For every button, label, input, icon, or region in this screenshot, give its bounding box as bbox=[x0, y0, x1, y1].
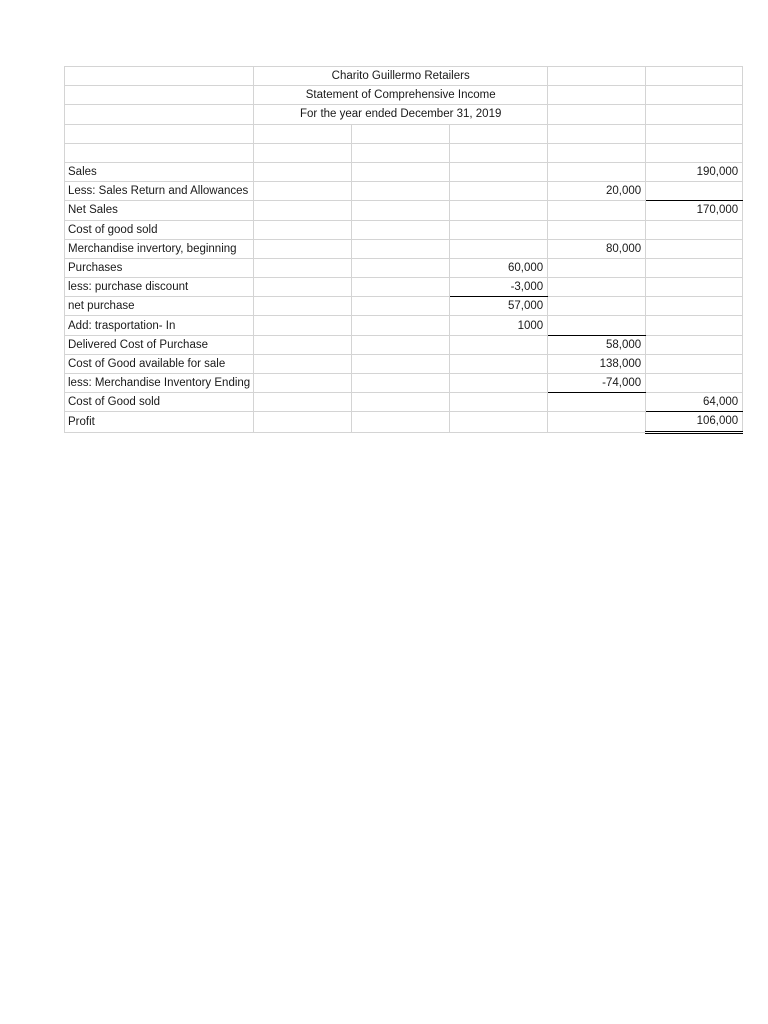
row-purchases bbox=[65, 258, 743, 277]
cell[interactable] bbox=[254, 124, 352, 143]
row-label[interactable]: Cost of good sold bbox=[65, 220, 254, 239]
cell[interactable] bbox=[646, 258, 743, 277]
cell[interactable] bbox=[450, 393, 548, 412]
cell[interactable] bbox=[254, 258, 352, 277]
cell[interactable] bbox=[352, 239, 450, 258]
amount-cell[interactable]: 106,000 bbox=[646, 412, 743, 432]
amount-cell[interactable]: 138,000 bbox=[548, 354, 646, 373]
amount-cell[interactable]: 170,000 bbox=[646, 201, 743, 220]
row-label[interactable]: Net Sales bbox=[65, 201, 254, 220]
cell[interactable] bbox=[548, 220, 646, 239]
cell[interactable] bbox=[450, 124, 548, 143]
cell[interactable] bbox=[352, 201, 450, 220]
cell[interactable] bbox=[646, 278, 743, 297]
row-label[interactable]: Merchandise invertory, beginning bbox=[65, 239, 254, 258]
amount-cell[interactable]: 58,000 bbox=[548, 335, 646, 354]
row-label[interactable]: less: Merchandise Inventory Ending bbox=[65, 374, 254, 393]
row-cogs-heading bbox=[65, 220, 743, 239]
cell[interactable] bbox=[254, 143, 352, 162]
cell[interactable] bbox=[254, 374, 352, 393]
amount-cell[interactable]: -74,000 bbox=[548, 374, 646, 393]
cell[interactable] bbox=[548, 258, 646, 277]
statement-title[interactable]: Statement of Comprehensive Income bbox=[254, 86, 548, 105]
row-label[interactable]: Purchases bbox=[65, 258, 254, 277]
amount-cell[interactable]: -3,000 bbox=[450, 278, 548, 297]
header-row-statement bbox=[65, 86, 743, 105]
row-label[interactable]: Cost of Good sold bbox=[65, 393, 254, 412]
header-row-period bbox=[65, 105, 743, 124]
cell[interactable] bbox=[450, 182, 548, 201]
statement-period[interactable]: For the year ended December 31, 2019 bbox=[254, 105, 548, 124]
row-net-purchase bbox=[65, 297, 743, 316]
cell[interactable] bbox=[646, 297, 743, 316]
empty-row bbox=[65, 143, 743, 162]
cell[interactable] bbox=[548, 278, 646, 297]
cell[interactable] bbox=[352, 220, 450, 239]
amount-cell[interactable]: 64,000 bbox=[646, 393, 743, 412]
cell[interactable] bbox=[254, 297, 352, 316]
cell[interactable] bbox=[450, 143, 548, 162]
row-sales bbox=[65, 162, 743, 181]
cell[interactable] bbox=[548, 297, 646, 316]
cell[interactable] bbox=[646, 105, 743, 124]
cell[interactable] bbox=[646, 67, 743, 86]
empty-row bbox=[65, 124, 743, 143]
cell[interactable] bbox=[450, 354, 548, 373]
cell[interactable] bbox=[65, 67, 254, 86]
cell[interactable] bbox=[548, 412, 646, 432]
amount-cell[interactable]: 190,000 bbox=[646, 162, 743, 181]
row-cost-of-goods-sold bbox=[65, 393, 743, 412]
cell[interactable] bbox=[646, 239, 743, 258]
cell[interactable] bbox=[352, 162, 450, 181]
cell[interactable] bbox=[646, 124, 743, 143]
cell[interactable] bbox=[548, 124, 646, 143]
row-inventory-ending bbox=[65, 374, 743, 393]
amount-cell[interactable]: 20,000 bbox=[548, 182, 646, 201]
cell[interactable] bbox=[450, 335, 548, 354]
cell[interactable] bbox=[352, 143, 450, 162]
cell[interactable] bbox=[352, 393, 450, 412]
cell[interactable] bbox=[65, 143, 254, 162]
cell[interactable] bbox=[548, 162, 646, 181]
row-net-sales bbox=[65, 201, 743, 220]
row-transportation-in bbox=[65, 316, 743, 335]
cell[interactable] bbox=[254, 393, 352, 412]
cell[interactable] bbox=[548, 67, 646, 86]
row-delivered-cost bbox=[65, 335, 743, 354]
cell[interactable] bbox=[254, 201, 352, 220]
cell[interactable] bbox=[646, 316, 743, 335]
cell[interactable] bbox=[646, 335, 743, 354]
row-label[interactable]: Less: Sales Return and Allowances bbox=[65, 182, 254, 201]
cell[interactable] bbox=[646, 374, 743, 393]
row-label[interactable]: Cost of Good available for sale bbox=[65, 354, 254, 373]
cell[interactable] bbox=[646, 354, 743, 373]
cell[interactable] bbox=[352, 278, 450, 297]
cell[interactable] bbox=[450, 374, 548, 393]
cell[interactable] bbox=[254, 239, 352, 258]
row-purchase-discount bbox=[65, 278, 743, 297]
cell[interactable] bbox=[254, 220, 352, 239]
cell[interactable] bbox=[548, 143, 646, 162]
cell[interactable] bbox=[352, 258, 450, 277]
cell[interactable] bbox=[65, 86, 254, 105]
cell[interactable] bbox=[352, 412, 450, 432]
cell[interactable] bbox=[450, 220, 548, 239]
cell[interactable] bbox=[548, 316, 646, 335]
cell[interactable] bbox=[254, 162, 352, 181]
header-row-company bbox=[65, 67, 743, 86]
row-label[interactable]: Profit bbox=[65, 412, 254, 432]
cell[interactable] bbox=[646, 182, 743, 201]
cell[interactable] bbox=[646, 220, 743, 239]
income-statement-table bbox=[64, 66, 743, 434]
row-label[interactable]: net purchase bbox=[65, 297, 254, 316]
company-name[interactable]: Charito Guillermo Retailers bbox=[254, 67, 548, 86]
cell[interactable] bbox=[352, 354, 450, 373]
row-profit bbox=[65, 412, 743, 432]
row-label[interactable]: Delivered Cost of Purchase bbox=[65, 335, 254, 354]
amount-cell[interactable]: 60,000 bbox=[450, 258, 548, 277]
row-label[interactable]: less: purchase discount bbox=[65, 278, 254, 297]
row-label[interactable]: Sales bbox=[65, 162, 254, 181]
cell[interactable] bbox=[548, 201, 646, 220]
cell[interactable] bbox=[450, 412, 548, 432]
cell[interactable] bbox=[548, 86, 646, 105]
cell[interactable] bbox=[352, 335, 450, 354]
cell[interactable] bbox=[352, 374, 450, 393]
row-inventory-beginning bbox=[65, 239, 743, 258]
amount-cell[interactable]: 80,000 bbox=[548, 239, 646, 258]
cell[interactable] bbox=[352, 316, 450, 335]
cell[interactable] bbox=[352, 297, 450, 316]
cell[interactable] bbox=[646, 86, 743, 105]
cell[interactable] bbox=[254, 182, 352, 201]
cell[interactable] bbox=[450, 162, 548, 181]
cell[interactable] bbox=[646, 143, 743, 162]
cell[interactable] bbox=[254, 412, 352, 432]
cell[interactable] bbox=[450, 201, 548, 220]
row-goods-available bbox=[65, 354, 743, 373]
row-sales-return bbox=[65, 182, 743, 201]
row-label[interactable]: Add: trasportation- In bbox=[65, 316, 254, 335]
cell[interactable] bbox=[352, 182, 450, 201]
cell[interactable] bbox=[65, 105, 254, 124]
cell[interactable] bbox=[254, 278, 352, 297]
cell[interactable] bbox=[254, 335, 352, 354]
amount-cell[interactable]: 57,000 bbox=[450, 297, 548, 316]
cell[interactable] bbox=[352, 124, 450, 143]
cell[interactable] bbox=[65, 124, 254, 143]
cell[interactable] bbox=[254, 354, 352, 373]
amount-cell[interactable]: 1000 bbox=[450, 316, 548, 335]
cell[interactable] bbox=[254, 316, 352, 335]
cell[interactable] bbox=[450, 239, 548, 258]
cell[interactable] bbox=[548, 105, 646, 124]
cell[interactable] bbox=[548, 393, 646, 412]
